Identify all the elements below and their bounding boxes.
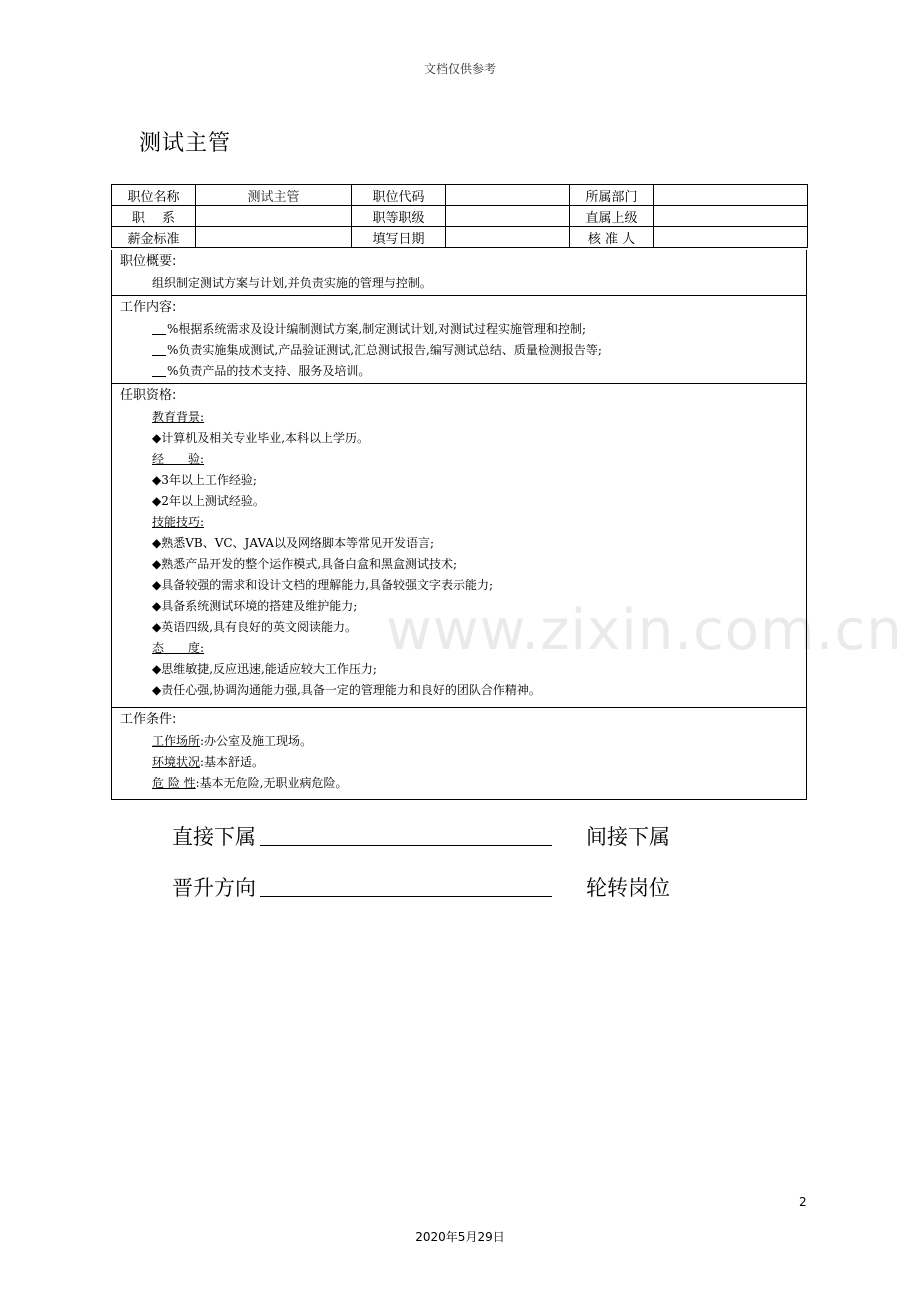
label-position-code: 职位代码: [352, 185, 446, 206]
list-item: [112, 731, 806, 752]
info-table: [111, 184, 808, 248]
list-item: %负责产品的技术支持、服务及培训。: [112, 361, 806, 382]
env-label: 环境状况: [152, 755, 201, 769]
env-value: :基本舒适。: [200, 755, 265, 769]
label-department: 所属部门: [570, 185, 654, 206]
education-label: 教育背景:: [152, 410, 205, 424]
list-item: ◆计算机及相关专业毕业,本科以上学历。: [152, 431, 370, 445]
footer-date: 2020年5月29日: [415, 1230, 505, 1244]
overview-section: [111, 250, 807, 296]
work-content-title: 工作内容:: [120, 300, 177, 315]
list-item: [112, 773, 806, 794]
list-item: ◆熟悉VB、VC、JAVA以及网络脚本等常见开发语言;: [152, 536, 435, 550]
label-job-family: 职 系: [112, 206, 196, 227]
table-row: [112, 206, 808, 227]
qualifications-title: 任职资格:: [120, 388, 177, 403]
place-value: :办公室及施工现场。: [200, 734, 313, 748]
rotation-label: 轮转岗位: [586, 876, 670, 900]
list-item: ◆责任心强,协调沟通能力强,具备一定的管理能力和良好的团队合作精神。: [152, 683, 541, 697]
value-grade: [446, 206, 570, 227]
list-item: ◆2年以上测试经验。: [152, 494, 265, 508]
conditions-section: [111, 708, 807, 800]
list-item: %根据系统需求及设计编制测试方案,制定测试计划,对测试过程实施管理和控制;: [112, 319, 806, 340]
list-item: ◆英语四级,具有良好的英文阅读能力。: [152, 620, 358, 634]
direct-subordinate-line: [260, 845, 552, 846]
promotion-line: [260, 896, 552, 897]
risk-value: :基本无危险,无职业病危险。: [195, 776, 348, 790]
work-content-section: [111, 296, 807, 384]
value-department: [654, 185, 808, 206]
value-salary: [196, 227, 352, 248]
watermark: www.zixin.com.cn: [386, 598, 903, 663]
overview-text: 组织制定测试方案与计划,并负责实施的管理与控制。: [152, 276, 432, 290]
risk-label: 危 险 性: [152, 776, 196, 790]
label-approver: 核 准 人: [570, 227, 654, 248]
value-job-family: [196, 206, 352, 227]
skills-label: 技能技巧:: [152, 515, 205, 529]
promotion-label: 晋升方向: [172, 876, 256, 900]
value-approver: [654, 227, 808, 248]
page-number: 2: [799, 1195, 807, 1209]
list-item: %负责实施集成测试,产品验证测试,汇总测试报告,编写测试总结、质量检测报告等;: [112, 340, 806, 361]
overview-title: 职位概要:: [120, 254, 177, 269]
table-row: [112, 227, 808, 248]
value-supervisor: [654, 206, 808, 227]
list-item: ◆熟悉产品开发的整个运作模式,具备白盒和黑盒测试技术;: [152, 557, 458, 571]
direct-subordinate-label: 直接下属: [172, 825, 256, 849]
indirect-subordinate-label: 间接下属: [586, 825, 670, 849]
qualifications-section: [111, 384, 807, 708]
list-item: ◆具备系统测试环境的搭建及维护能力;: [152, 599, 358, 613]
list-item: [112, 752, 806, 773]
label-fill-date: 填写日期: [352, 227, 446, 248]
attitude-label: 态 度:: [152, 641, 205, 655]
page-title: 测试主管: [139, 131, 232, 156]
value-position-name: 测试主管: [196, 185, 352, 206]
place-label: 工作场所: [152, 734, 201, 748]
value-fill-date: [446, 227, 570, 248]
list-item: ◆具备较强的需求和设计文档的理解能力,具备较强文字表示能力;: [152, 578, 494, 592]
list-item: ◆思维敏捷,反应迅速,能适应较大工作压力;: [152, 662, 377, 676]
conditions-title: 工作条件:: [120, 712, 177, 727]
label-supervisor: 直属上级: [570, 206, 654, 227]
label-salary: 薪金标准: [112, 227, 196, 248]
header-note: 文档仅供参考: [423, 62, 496, 76]
table-row: [112, 185, 808, 206]
list-item: ◆3年以上工作经验;: [152, 473, 257, 487]
label-position-name: 职位名称: [112, 185, 196, 206]
label-grade: 职等职级: [352, 206, 446, 227]
value-position-code: [446, 185, 570, 206]
experience-label: 经 验:: [152, 452, 205, 466]
